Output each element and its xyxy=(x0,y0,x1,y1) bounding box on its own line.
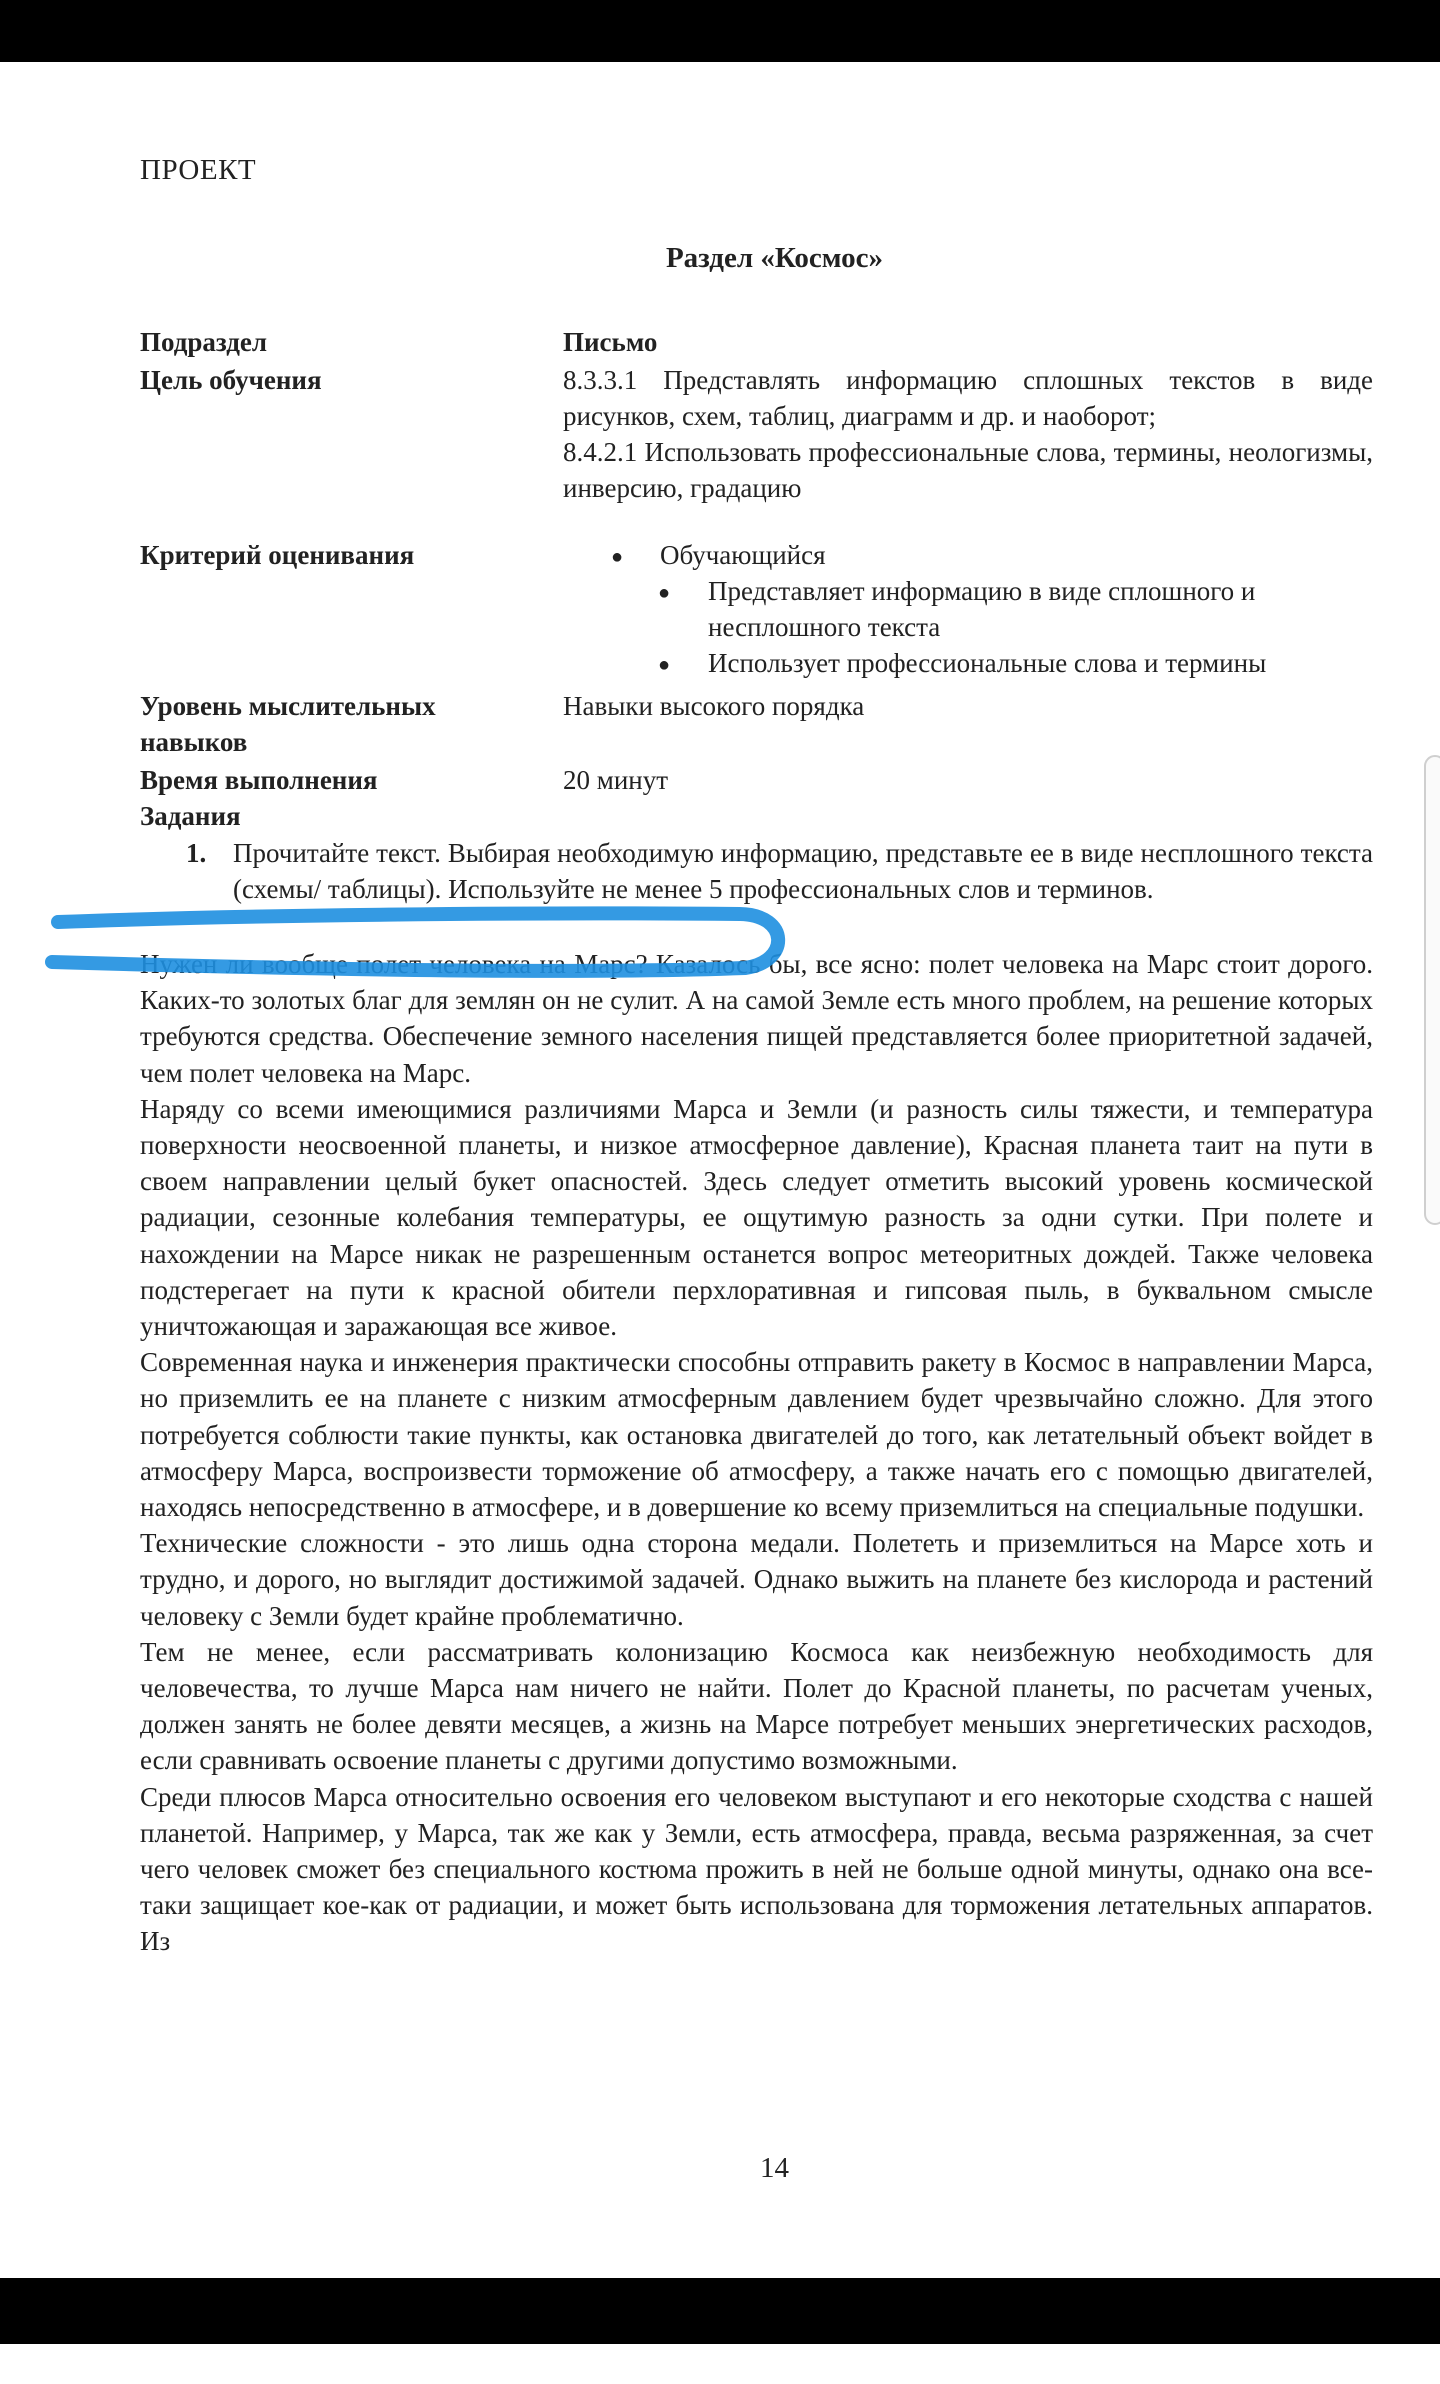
thinking-value: Навыки высокого порядка xyxy=(563,691,865,721)
time-value: 20 минут xyxy=(563,765,669,795)
task-text: Прочитайте текст. Выбирая необходимую информацию, представьте ее в виде несплошного текста (схемы/ таблицы). Используйте не менее 5 профессиональных слов и терминов. xyxy=(233,838,1373,904)
objective-label: Цель обучения xyxy=(140,365,322,395)
paragraph: Нужен ли вообще полет человека на Марс? Казалось бы, все ясно: полет человека на Марс стоит дорого. Каких-то золотых благ для землян он не сулит. А на самой Земле есть много проблем, на решение которых требуются средства. Обеспечение земного населения пищей представляется более приоритетной задачей, чем полет человека на Марс. xyxy=(140,949,1373,1088)
bullet-dot-icon: ● xyxy=(658,654,671,676)
criteria-label: Критерий оценивания xyxy=(140,540,415,570)
draft-stamp: ПРОЕКТ xyxy=(140,154,257,186)
criteria-sub-bullet: ● Представляет информацию в виде сплошного и несплошного текста xyxy=(658,576,1256,642)
subsection-value: Письмо xyxy=(563,327,658,357)
document-page xyxy=(0,62,1440,2278)
objective-line-2: 8.4.2.1 Использовать профессиональные слова, термины, неологизмы, инверсию, градацию xyxy=(563,437,1373,503)
section-title: Раздел «Космос» xyxy=(665,242,884,274)
time-label: Время выполнения xyxy=(140,765,378,795)
criteria-list xyxy=(563,537,1383,681)
thinking-label-line-2: навыков xyxy=(140,727,248,757)
criteria-main-bullet: ● Обучающийся xyxy=(563,537,1383,573)
paragraph: Тем не менее, если рассматривать колонизацию Космоса как неизбежную необходимость для человечества, то лучше Марса нам ничего не найти. Полет до Красной планеты, по расчетам ученых, должен занять не более девяти месяцев, а жизнь на Марсе потребует меньших энергетических расходов, если сравнивать освоение планеты с другими допустимо возможными. xyxy=(140,1636,1373,1776)
bottom-black-bar xyxy=(0,2278,1440,2344)
paragraph: Среди плюсов Марса относительно освоения его человеком выступают и его некоторые сходства с нашей планетой. Например, у Марса, так же как у Земли, есть атмосфера, правда, весьма разряженная, за счет чего человек сможет без специального костюма прожить в ней не больше одной минуты, однако она все-таки защищает кое-как от радиации, и может быть использована для торможения летательных аппаратов. Из xyxy=(140,1781,1373,1957)
paragraph: Технические сложности - это лишь одна сторона медали. Полететь и приземлиться на Марсе хоть и трудно, и дорого, но выглядит достижимой задачей. Однако выжить на планете без кислорода и растений человеку с Земли будет крайне проблематично. xyxy=(140,1528,1373,1631)
paragraph: Современная наука и инженерия практически способны отправить ракету в Космос в направлении Марса, но приземлить ее на планете с низким атмосферным давлением будет чрезвычайно сложно. Для этого потребуется соблюсти такие пункты, как остановка двигателей до того, как летательный объект войдет в атмосферу Марса, воспроизвести торможение об атмосферу, а также начать его с помощью двигателей, находясь непосредственно в атмосфере, и в довершение ко всему приземлиться на специальные подушки. xyxy=(140,1347,1373,1523)
objective-line-1: 8.3.3.1 Представлять информацию сплошных текстов в виде рисунков, схем, таблиц, диаграмм и др. и наоборот; xyxy=(563,365,1373,431)
subsection-label: Подраздел xyxy=(140,327,268,357)
bullet-dot-icon: ● xyxy=(611,546,624,568)
tasks-label: Задания xyxy=(140,801,241,831)
paragraph: Наряду со всеми имеющимися различиями Марса и Земли (и разность силы тяжести, и температура поверхности неосвоенной планеты, и низкое атмосферное давление), Красная планета таит на пути в своем направлении целый букет опасностей. Здесь следует отметить высокий уровень космической радиации, сезонные колебания температуры, ее ощутимую разность за одни сутки. При полете и нахождении на Марсе никак не разрешенным останется вопрос метеоритных дождей. Также человека подстерегает на пути к красной обители перхлоративная и гипсовая пыль, в буквальном смысле уничтожающая и заражающая все живое. xyxy=(140,1093,1373,1342)
thinking-label-line-1: Уровень мыслительных xyxy=(140,691,436,721)
criteria-sub-bullet: ● Использует профессиональные слова и термины xyxy=(563,645,1383,681)
objective-value xyxy=(563,362,1373,506)
bullet-dot-icon: ● xyxy=(658,582,671,604)
task-number: 1. xyxy=(186,838,207,868)
page-number: 14 xyxy=(760,2152,789,2184)
article-text xyxy=(140,946,1373,1960)
side-scroll-handle[interactable] xyxy=(1424,755,1440,1225)
top-black-bar xyxy=(0,0,1440,62)
